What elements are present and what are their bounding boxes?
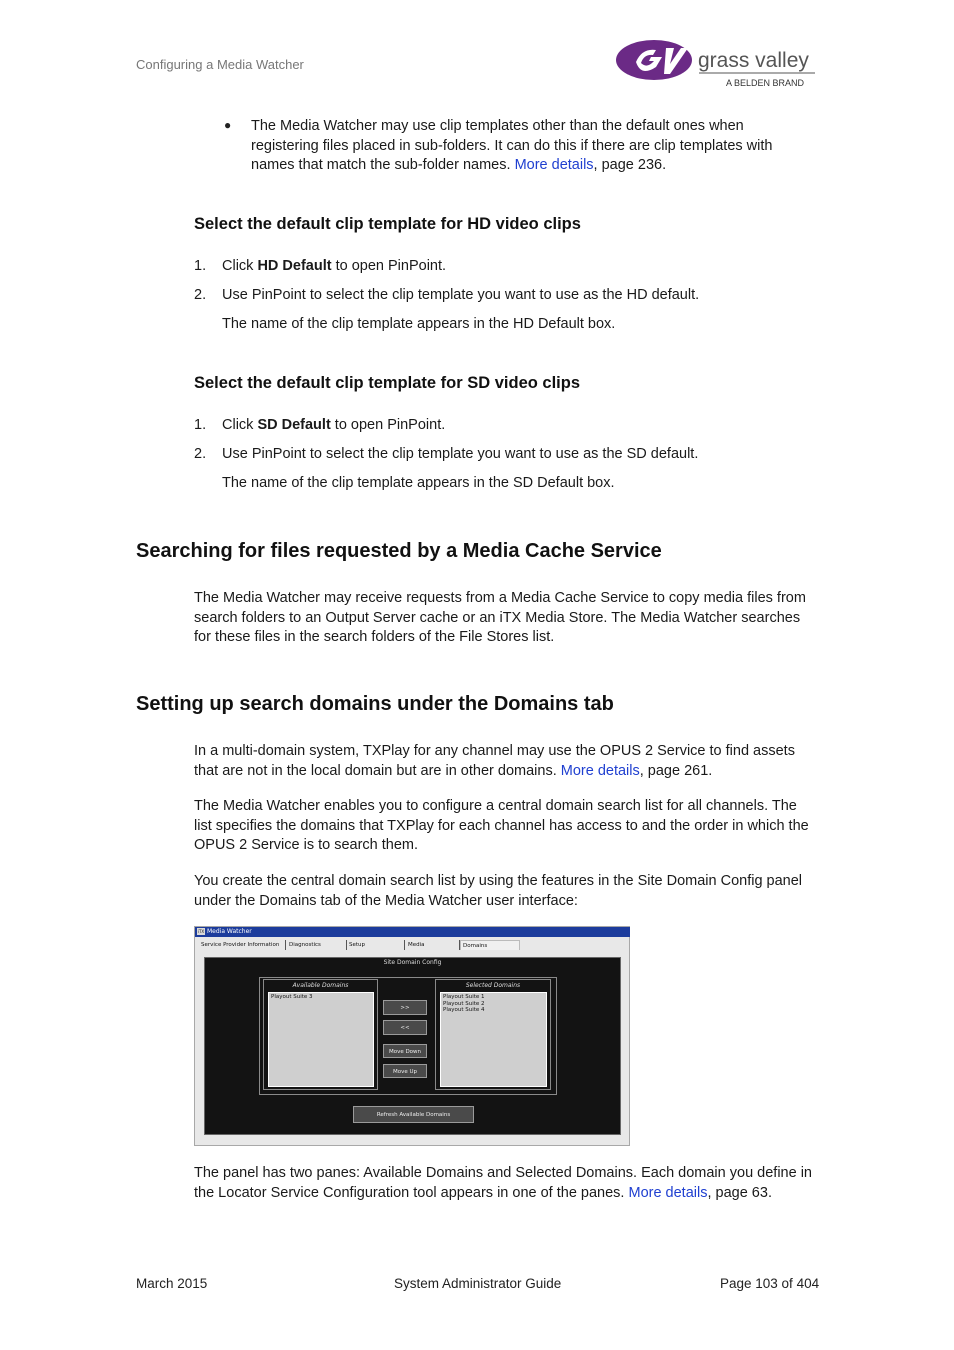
move-up-button[interactable]: Move Up bbox=[383, 1064, 427, 1078]
sd-step-1: Click SD Default to open PinPoint. bbox=[222, 417, 446, 433]
footer-title: System Administrator Guide bbox=[394, 1276, 562, 1291]
refresh-available-domains-button[interactable]: Refresh Available Domains bbox=[353, 1106, 474, 1123]
more-details-link[interactable]: More details bbox=[514, 157, 594, 173]
add-button[interactable]: >> bbox=[383, 1000, 427, 1015]
sd-heading: Select the default clip template for SD video clips bbox=[194, 374, 581, 392]
sd-step-2: Use PinPoint to select the clip template you want to use as the SD default. bbox=[222, 446, 699, 462]
window-title: Media Watcher bbox=[207, 928, 252, 935]
bullet-paragraph: The Media Watcher may use clip templates other than the default ones when registering files placed in sub-folders. It can do this if there are clip templates with names that match the sub-folder names. More details, page 236. bbox=[251, 118, 773, 173]
running-header: Configuring a Media Watcher bbox=[136, 57, 304, 72]
domains-paragraph-1: In a multi-domain system, TXPlay for any channel may use the OPUS 2 Service to find assets that are not in the local domain but are in other domains. More details, page 261. bbox=[194, 743, 795, 779]
panel-title: Site Domain Config bbox=[383, 959, 442, 966]
app-icon: iTX bbox=[197, 929, 205, 934]
selected-domains-group bbox=[435, 979, 551, 1090]
media-watcher-screenshot bbox=[194, 926, 630, 1146]
step-number: 1. bbox=[194, 258, 207, 274]
domains-heading: Setting up search domains under the Domains tab bbox=[136, 693, 614, 715]
hd-step-2: Use PinPoint to select the clip template you want to use as the HD default. bbox=[222, 287, 700, 303]
logo-brand-text: grass valley bbox=[698, 49, 809, 72]
tab-domains[interactable]: Domains bbox=[460, 940, 520, 950]
list-item[interactable]: Playout Suite 1 bbox=[443, 994, 485, 1000]
domains-paragraph-2: The Media Watcher enables you to configure a central domain search list for all channels. The list specifies the domains that TXPlay for each channel has access to and the order in which the OPUS 2 Service is to search them. bbox=[194, 798, 809, 853]
bullet-icon: ● bbox=[224, 118, 232, 132]
search-heading: Searching for files requested by a Media Cache Service bbox=[136, 540, 662, 562]
tab-service-provider-information[interactable]: Service Provider Information bbox=[199, 940, 286, 950]
hd-heading: Select the default clip template for HD video clips bbox=[194, 215, 581, 233]
tab-media[interactable]: Media bbox=[406, 940, 460, 950]
list-item[interactable]: Playout Suite 3 bbox=[271, 994, 313, 1000]
window-titlebar bbox=[195, 927, 630, 937]
step-number: 2. bbox=[194, 287, 207, 303]
available-domains-title: Available Domains bbox=[292, 982, 349, 989]
logo-tagline: A BELDEN BRAND bbox=[726, 78, 805, 88]
list-item[interactable]: Playout Suite 4 bbox=[443, 1007, 485, 1013]
domains-paragraph-3: You create the central domain search list by using the features in the Site Domain Config panel under the Domains tab of the Media Watcher user interface: bbox=[194, 873, 803, 909]
sd-note: The name of the clip template appears in the SD Default box. bbox=[222, 475, 615, 491]
hd-step-1: Click HD Default to open PinPoint. bbox=[222, 258, 447, 274]
tab-diagnostics[interactable]: Diagnostics bbox=[287, 940, 347, 950]
more-details-link[interactable]: More details bbox=[560, 762, 640, 779]
site-domain-config-panel bbox=[204, 957, 621, 1135]
selected-domains-list[interactable] bbox=[440, 992, 547, 1087]
domains-paragraph-4: The panel has two panes: Available Domains and Selected Domains. Each domain you define in the Locator Service Configuration tool appears in one of the panes. More details, page 63. bbox=[194, 1165, 812, 1201]
list-item[interactable]: Playout Suite 2 bbox=[443, 1000, 485, 1007]
footer-page-number: Page 103 of 404 bbox=[720, 1276, 820, 1291]
grass-valley-logo bbox=[614, 36, 818, 90]
search-paragraph: The Media Watcher may receive requests from a Media Cache Service to copy media files from search folders to an Output Server cache or an iTX Media Store. The Media Watcher searches for these files in the search folders of the File Stores list. bbox=[194, 590, 806, 645]
more-details-link[interactable]: More details bbox=[628, 1184, 708, 1201]
footer-date: March 2015 bbox=[136, 1276, 208, 1291]
remove-button[interactable]: << bbox=[383, 1020, 427, 1035]
move-down-button[interactable]: Move Down bbox=[383, 1044, 427, 1058]
grass-valley-logo-icon bbox=[614, 36, 818, 90]
selected-domains-title: Selected Domains bbox=[465, 982, 521, 989]
available-domains-group bbox=[263, 979, 378, 1090]
available-domains-list[interactable] bbox=[268, 992, 374, 1087]
step-number: 1. bbox=[194, 417, 207, 433]
hd-note: The name of the clip template appears in the HD Default box. bbox=[222, 316, 616, 332]
tab-setup[interactable]: Setup bbox=[347, 940, 405, 950]
step-number: 2. bbox=[194, 446, 207, 462]
